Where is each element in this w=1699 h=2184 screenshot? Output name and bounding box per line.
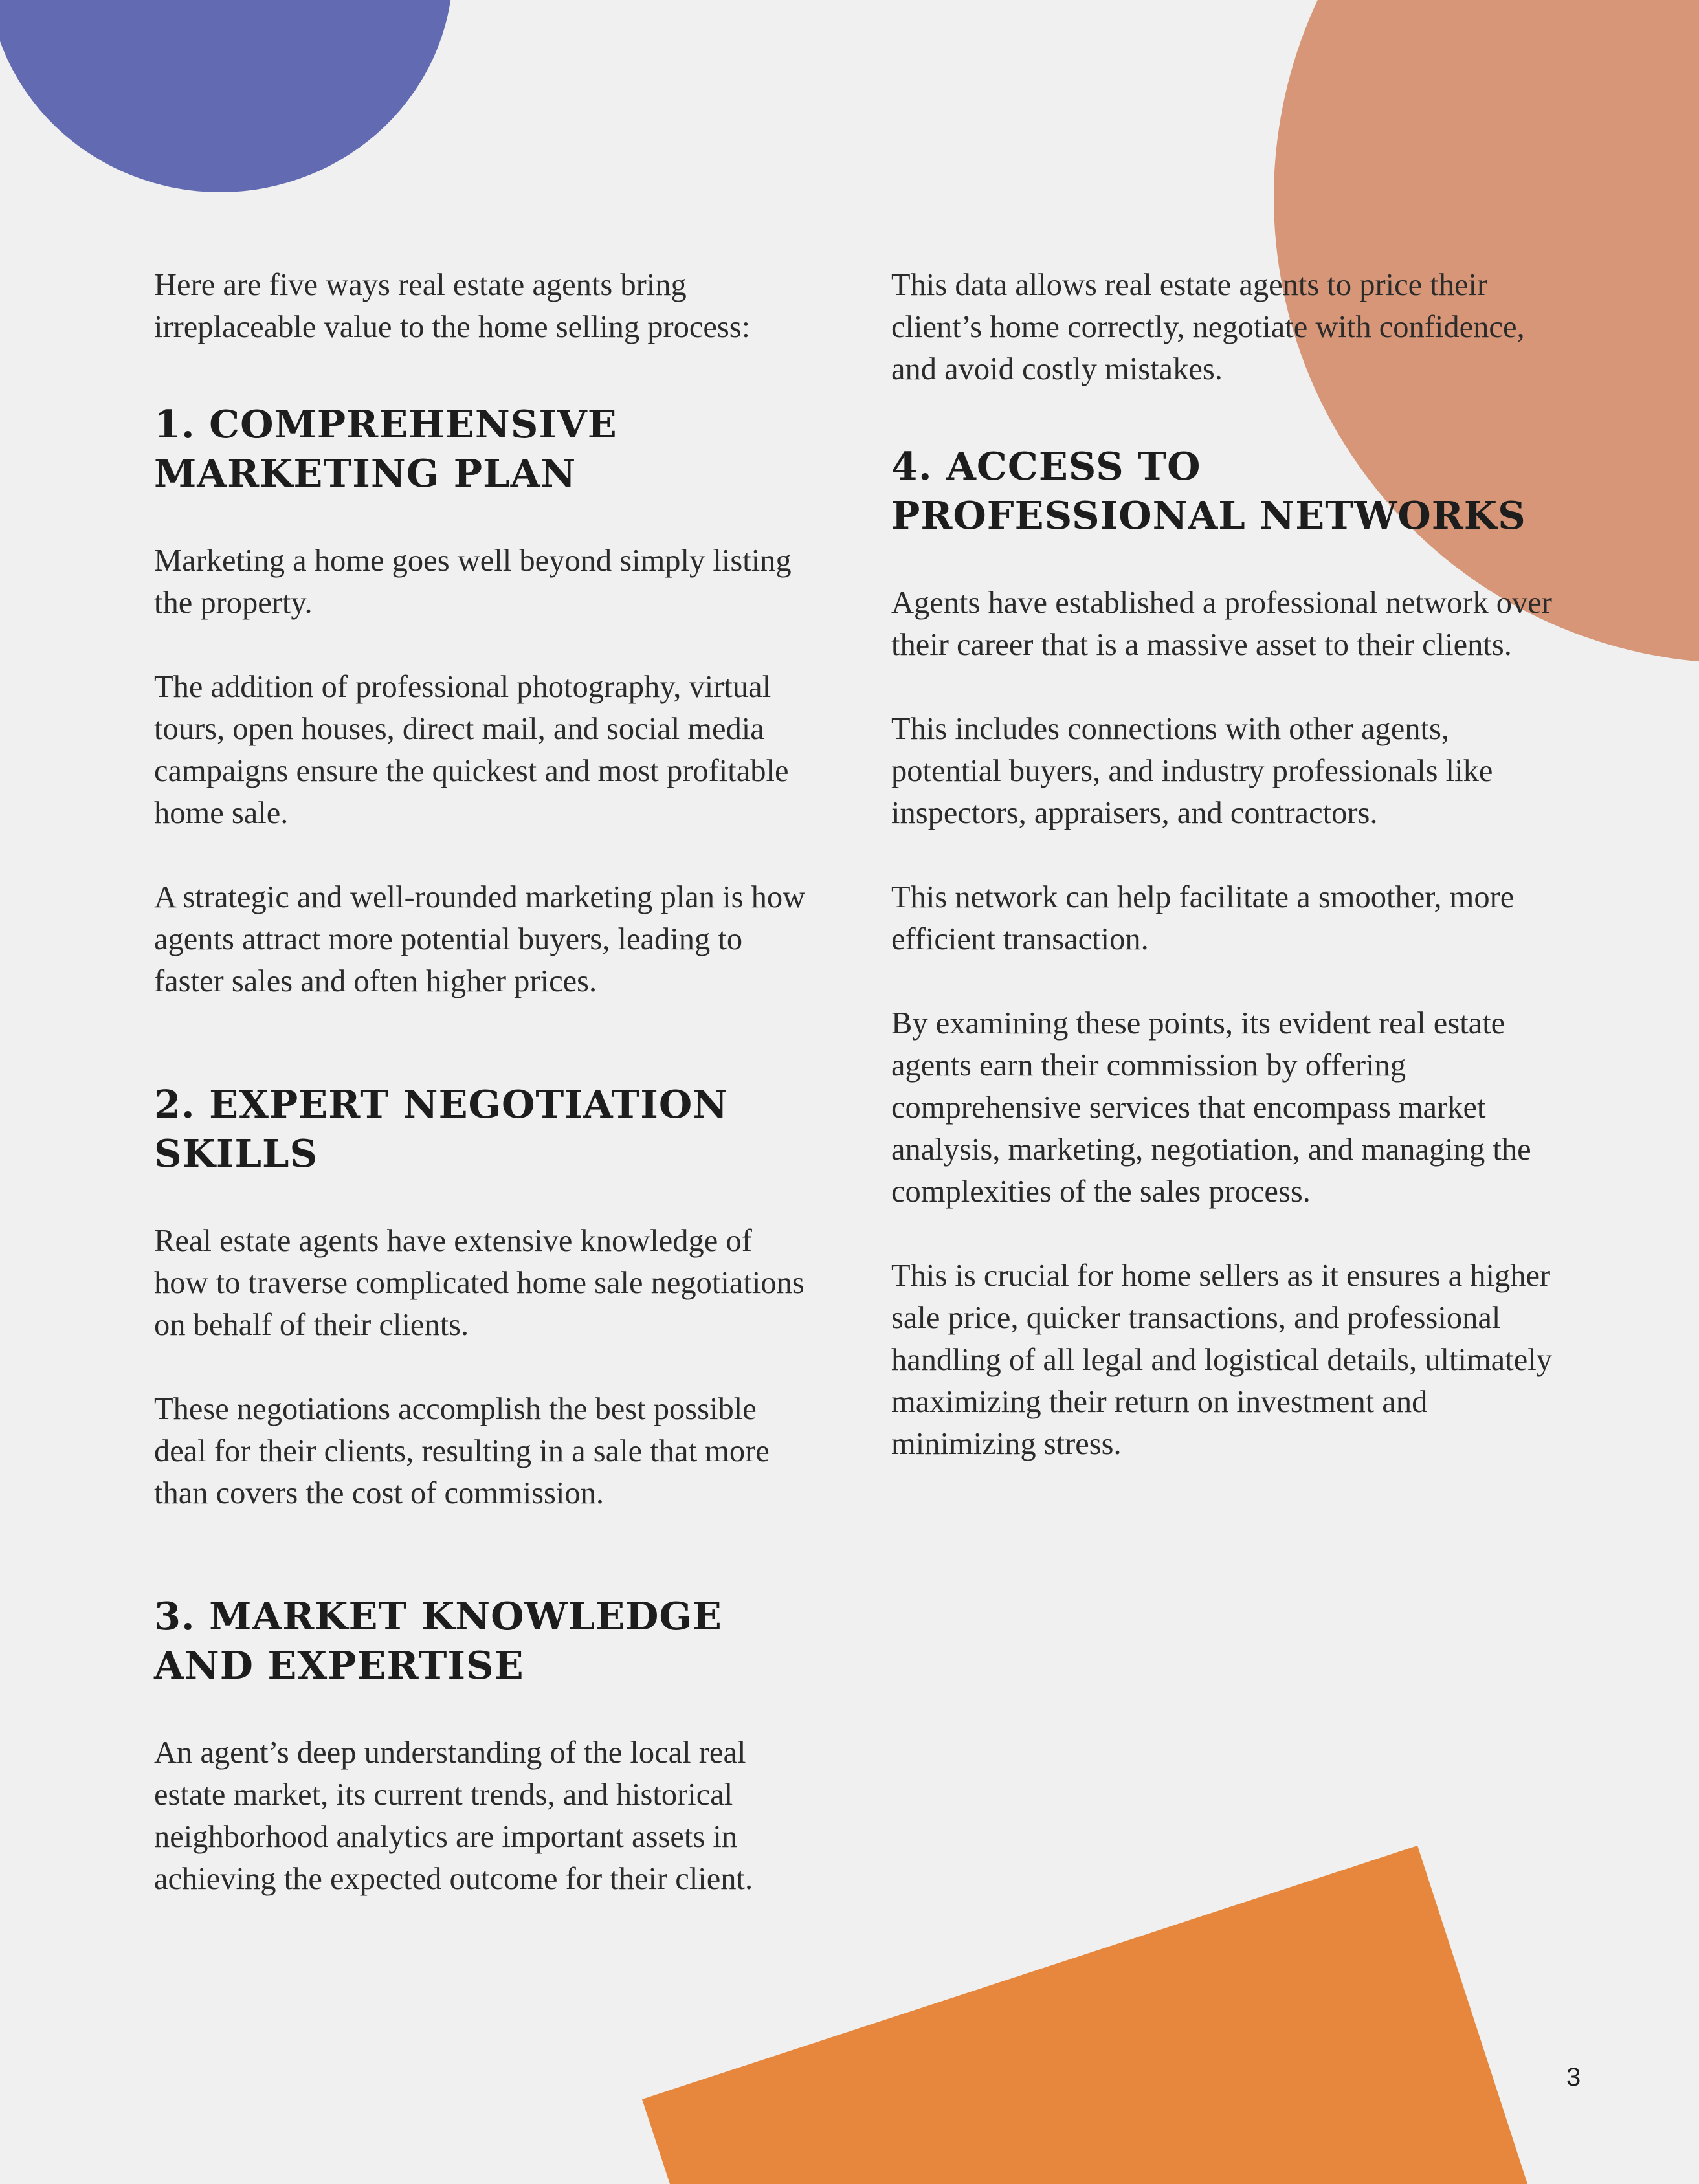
left-column: [154, 264, 808, 1942]
paragraph: The addition of professional photography, virtual tours, open houses, direct mail, and social media campaigns ensure the quickest and most profitable home sale.: [154, 670, 789, 830]
page-number: 3: [1566, 2063, 1581, 2091]
section-heading-professional-networks: 4. ACCESS TO PROFESSIONAL NETWORKS: [891, 444, 1526, 538]
closing-paragraph: This is crucial for home sellers as it ensures a higher sale price, quicker transactions, and professional handling of all legal and logistical details, ultimately maximizing their return on investment and minimizing stress.: [891, 1259, 1552, 1461]
section-heading-market-knowledge: 3. MARKET KNOWLEDGE AND EXPERTISE: [154, 1594, 722, 1688]
intro-paragraph: Here are five ways real estate agents bring irreplaceable value to the home selling process:: [154, 268, 751, 344]
paragraph: This network can help facilitate a smoother, more efficient transaction.: [891, 880, 1515, 956]
paragraph: This includes connections with other agents, potential buyers, and industry professionals like inspectors, appraisers, and contractors.: [891, 712, 1493, 830]
paragraph: Marketing a home goes well beyond simply listing the property.: [154, 544, 792, 620]
right-column: [891, 264, 1558, 1507]
paragraph: Real estate agents have extensive knowledge of how to traverse complicated home sale negotiations on behalf of their clients.: [154, 1224, 805, 1342]
paragraph: Agents have established a professional network over their career that is a massive asset to their clients.: [891, 586, 1552, 662]
section-heading-negotiation-skills: 2. EXPERT NEGOTIATION SKILLS: [154, 1082, 729, 1176]
continuation-paragraph: This data allows real estate agents to price their client’s home correctly, negotiate with confidence, and avoid costly mistakes.: [891, 268, 1525, 386]
paragraph: These negotiations accomplish the best possible deal for their clients, resulting in a sale that more than covers the cost of commission.: [154, 1392, 770, 1510]
section-heading-marketing-plan: 1. COMPREHENSIVE MARKETING PLAN: [154, 402, 617, 496]
closing-paragraph: By examining these points, its evident real estate agents earn their commission by offering comprehensive services that encompass market analysis, marketing, negotiation, and managing the complexities of the sales process.: [891, 1006, 1531, 1209]
paragraph: A strategic and well-rounded marketing plan is how agents attract more potential buyers, leading to faster sales and often higher prices.: [154, 880, 806, 998]
paragraph: An agent’s deep understanding of the local real estate market, its current trends, and historical neighborhood analytics are important assets in achieving the expected outcome for their client.: [154, 1736, 753, 1896]
